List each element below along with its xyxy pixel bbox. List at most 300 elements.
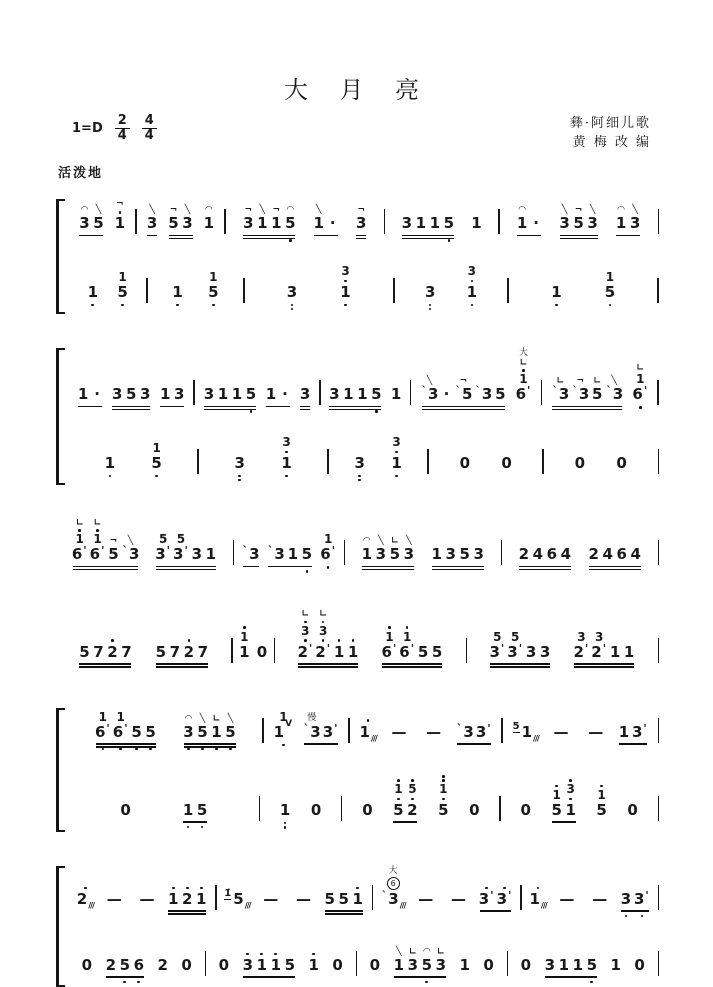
- octave-dot: [238, 479, 241, 482]
- note-main-row: [183, 724, 193, 741]
- beam-group: [516, 348, 532, 417]
- note: [529, 885, 546, 908]
- note-digit: 6: [71, 545, 83, 564]
- note: [583, 724, 608, 741]
- note-digit: 7: [169, 642, 181, 661]
- measure: [503, 720, 658, 754]
- slide-hook-after: ': [518, 641, 523, 655]
- chord-upper-note: [519, 359, 527, 387]
- octave-dot: [84, 887, 87, 890]
- ornament-mark: ∟: [319, 609, 327, 620]
- octave-dot: [155, 475, 158, 478]
- note-digit: 6: [112, 722, 124, 741]
- note: [172, 284, 184, 301]
- note-main-row: [519, 546, 529, 563]
- note-digit: 1: [168, 889, 179, 908]
- slide-hook-after: ': [334, 721, 338, 735]
- barline: [658, 796, 660, 821]
- note-main-row: [314, 215, 324, 232]
- stave: [69, 436, 659, 485]
- note-main-row: [107, 644, 117, 661]
- note-digit: 2: [518, 545, 530, 564]
- note-digit: 6: [89, 545, 101, 564]
- measure: [508, 957, 658, 987]
- note-main-row: [390, 546, 400, 563]
- note-main-row: [257, 215, 267, 232]
- note-digit: 0: [218, 955, 230, 974]
- beam-group: [459, 957, 471, 987]
- note-digit: 3: [559, 214, 570, 232]
- chord-upper-digit: 1: [394, 782, 403, 797]
- chord-upper-digit: 1: [385, 629, 394, 644]
- chord-upper-digit: 5: [176, 532, 186, 547]
- note-main-row: [320, 546, 336, 563]
- note: [102, 891, 127, 908]
- note-digit: 5: [459, 545, 470, 564]
- note-digit: 0: [181, 955, 192, 974]
- note-main-row: [545, 957, 555, 974]
- ornament-mark: ╲: [561, 205, 568, 215]
- note-digit: 1: [239, 642, 250, 661]
- ornament-mark: ╲: [396, 946, 402, 957]
- note-main-row: [145, 724, 155, 741]
- beam-group: [135, 891, 160, 921]
- note: [437, 774, 449, 819]
- slide-hook-after: ': [643, 721, 647, 735]
- note-main-row: [355, 455, 365, 472]
- note: [139, 386, 151, 403]
- note-digit: 1: [471, 214, 482, 232]
- note-main-row: [79, 644, 89, 661]
- note: [406, 778, 418, 819]
- beam-group: [157, 957, 169, 987]
- measure: [69, 711, 262, 754]
- octave-dot: [246, 953, 249, 956]
- note-main-row: [243, 215, 253, 232]
- note-main-row: [105, 455, 115, 472]
- note-main-row: [426, 724, 441, 741]
- beam-group: [632, 364, 648, 416]
- beam-group: [297, 610, 359, 673]
- note-digit: 5: [131, 722, 142, 741]
- barline: [658, 540, 660, 565]
- note-digit: 3: [375, 545, 387, 564]
- measure: [385, 215, 498, 245]
- note: [417, 644, 429, 661]
- beam-group: [218, 957, 230, 987]
- note-main-row: [168, 215, 178, 232]
- stave: [69, 941, 659, 987]
- time-signature-2-numerator: 4: [142, 114, 157, 129]
- note-main-row: [602, 546, 612, 563]
- note: [633, 888, 650, 908]
- note: [81, 957, 93, 974]
- octave-dot: [471, 280, 474, 283]
- beam-group: [471, 215, 483, 245]
- measure: [69, 200, 135, 245]
- note-main-row: [285, 215, 295, 232]
- note: [168, 206, 180, 232]
- note-main-row: [147, 215, 157, 232]
- note: [77, 885, 94, 908]
- measure: [245, 265, 394, 314]
- ornament-mark: ╲: [426, 376, 433, 387]
- note: [256, 644, 268, 661]
- note-main-row: [616, 546, 626, 563]
- note-main-row: [287, 284, 297, 301]
- measure: [509, 271, 658, 314]
- note-digit: 3: [155, 545, 166, 564]
- barline: [657, 278, 659, 303]
- note-digit: 3: [329, 385, 340, 404]
- note-main-row: [343, 386, 353, 403]
- note: [338, 891, 350, 908]
- ornament-mark: ╲: [95, 205, 102, 215]
- octave-dot: [625, 915, 628, 918]
- note-digit: 5: [371, 385, 382, 404]
- note: [231, 386, 243, 403]
- measure: [542, 364, 657, 416]
- note-main-row: [297, 641, 313, 661]
- chord-upper-note: [282, 436, 290, 455]
- note: [468, 802, 480, 819]
- ornament-mark: ∟: [556, 376, 565, 387]
- chord-upper-digit: 5: [408, 782, 417, 797]
- note: [195, 885, 207, 908]
- note: [104, 455, 116, 472]
- note-digit: 3: [544, 955, 555, 974]
- octave-dots-below: [95, 748, 111, 751]
- measure: [342, 774, 499, 832]
- octave-dots-below: [550, 304, 562, 307]
- measure: [69, 957, 205, 987]
- note-digit: 3: [286, 282, 298, 301]
- octave-dot: [109, 475, 112, 478]
- octave-dot: [291, 304, 294, 307]
- note-main-row: [381, 641, 397, 661]
- note-main-row: [112, 386, 122, 403]
- note-main-row: [107, 891, 122, 908]
- note-digit: 7: [93, 642, 104, 661]
- slide-hook-after: ': [645, 888, 649, 902]
- note-digit: 0: [332, 955, 343, 974]
- ornament-mark: ╲: [589, 205, 596, 215]
- note-main-row: [302, 546, 312, 563]
- note-digit: 1: [340, 282, 351, 301]
- octave-dot: [555, 785, 558, 788]
- note-digit: 3: [388, 889, 399, 908]
- note-main-row: [587, 215, 597, 232]
- chord-upper-digit: 3: [282, 435, 291, 450]
- ornament-mark: ◠: [617, 205, 625, 215]
- note-digit: 3: [182, 214, 193, 232]
- note-main-row: [407, 802, 417, 819]
- beam-group: [328, 386, 382, 416]
- octave-dot: [406, 626, 409, 629]
- beam-group: [520, 802, 532, 832]
- note: [78, 206, 90, 232]
- note-digit: 1: [211, 722, 222, 741]
- slide-hook-after: ': [166, 544, 171, 558]
- measure: [345, 537, 500, 576]
- note: [471, 215, 483, 232]
- note: [429, 215, 441, 232]
- octave-dot: [356, 887, 359, 890]
- note: [627, 802, 639, 819]
- slide-hook-before: `: [267, 544, 274, 558]
- measure: [69, 271, 146, 314]
- chord-upper-note: [341, 265, 349, 284]
- note-digit: 5: [592, 385, 603, 404]
- chord-upper-digit: 1: [209, 269, 218, 284]
- note-main-row: [170, 644, 180, 661]
- note: [169, 644, 181, 661]
- note-digit: 1: [205, 545, 217, 564]
- stave: [69, 348, 659, 417]
- note: [407, 948, 419, 974]
- note: [375, 537, 387, 563]
- ornament-mark: ¬: [244, 205, 253, 215]
- beam-group: [413, 891, 438, 921]
- octave-dot: [243, 626, 246, 629]
- note: [256, 951, 268, 974]
- beam-group: [466, 265, 478, 314]
- note: [550, 284, 562, 301]
- slide-hook-before: `: [242, 544, 249, 558]
- beam-group: [203, 386, 257, 416]
- octave-dots-below: [443, 239, 455, 242]
- note: [446, 891, 471, 908]
- octave-dots-below: [113, 748, 129, 751]
- octave-dots-below: [172, 304, 184, 307]
- note: [421, 377, 439, 403]
- note-main-row: [402, 215, 412, 232]
- beam-group: [489, 631, 551, 674]
- note: [72, 519, 88, 564]
- octave-dot: [285, 451, 288, 454]
- technique-annotation: [519, 348, 528, 358]
- beam-group: [620, 888, 650, 921]
- beam-group: [258, 891, 283, 921]
- note-digit: 0: [369, 955, 381, 974]
- note-digit: 1: [529, 889, 540, 908]
- octave-dot: [149, 748, 152, 751]
- note-main-row: [394, 957, 404, 974]
- note-digit: 1: [623, 642, 635, 661]
- note-digit: 0: [459, 453, 471, 472]
- measure: [544, 455, 658, 485]
- note: [604, 271, 616, 301]
- note-digit: 6: [515, 385, 527, 404]
- note: [324, 891, 336, 908]
- beam-group: [459, 455, 471, 485]
- note: [310, 802, 322, 819]
- note: [197, 644, 209, 661]
- note-main-row: [501, 455, 511, 472]
- ornament-mark: ╲: [316, 205, 322, 215]
- chord-upper-digit: 3: [392, 435, 401, 450]
- system-bracket: [56, 866, 65, 987]
- note: [238, 625, 250, 661]
- note: [159, 386, 171, 403]
- note-main-row: [559, 215, 569, 232]
- note: [413, 891, 438, 908]
- note-main-row: [174, 386, 184, 403]
- note-digit: 6: [320, 545, 331, 564]
- octave-dots-below: [104, 475, 116, 478]
- beam-group: [369, 957, 381, 987]
- chord-upper-digit: 1: [403, 629, 412, 644]
- note-digit: 1: [352, 889, 363, 908]
- octave-dots-below: [634, 915, 650, 918]
- note-main-row: [315, 641, 331, 661]
- note: [421, 948, 433, 974]
- note: [92, 206, 104, 232]
- chord-upper-digit: 1: [439, 782, 448, 797]
- note: [573, 631, 589, 661]
- note: [391, 436, 403, 472]
- note: [602, 546, 614, 563]
- note: [281, 436, 293, 472]
- beam-group: [114, 200, 126, 245]
- note-main-row: [571, 386, 589, 403]
- note-main-row: [192, 546, 202, 563]
- barline: [657, 380, 659, 405]
- note-main-row: [610, 957, 620, 974]
- note: [620, 891, 632, 908]
- octave-dot: [187, 748, 190, 751]
- chord-upper-note: [76, 519, 84, 547]
- octave-dot: [425, 981, 428, 984]
- beam-group: [159, 386, 185, 416]
- beam-group: [77, 386, 103, 416]
- ornament-mark: ¬: [576, 376, 585, 387]
- tremolo-mark: ///: [399, 900, 406, 910]
- time-signature-1-numerator: 2: [115, 114, 130, 129]
- beam-group: [554, 891, 579, 921]
- note: [279, 386, 291, 403]
- beam-group: [559, 206, 599, 245]
- note-digit: 5: [389, 545, 401, 564]
- note-main-row: [266, 386, 276, 403]
- slide-hook-before: `: [572, 384, 578, 398]
- note-main-row: [471, 215, 481, 232]
- octave-dot: [395, 451, 398, 454]
- note: [327, 215, 339, 232]
- note: [90, 519, 106, 564]
- note-digit: 0: [362, 800, 373, 819]
- note-digit: 3: [475, 722, 487, 741]
- beam-group: [361, 802, 373, 832]
- slide-hook-after: ': [487, 721, 491, 735]
- beam-group: [424, 284, 436, 314]
- note-main-row: [573, 957, 583, 974]
- music-system: [56, 519, 659, 577]
- slide-hook-after: ': [184, 544, 188, 558]
- note: [224, 887, 251, 910]
- note-digit: —: [263, 889, 279, 908]
- note-main-row: [520, 802, 530, 819]
- note: [573, 206, 585, 232]
- slide-hook-after: ': [326, 641, 331, 655]
- annotation-char: 慢: [307, 712, 317, 723]
- note-main-row: [197, 802, 207, 819]
- beam-group: [361, 537, 415, 576]
- chord-upper-note: [552, 783, 560, 802]
- note: [279, 802, 291, 819]
- note-digit: —: [391, 722, 407, 741]
- note: [479, 885, 495, 908]
- note-main-row: [391, 386, 401, 403]
- octave-dot: [352, 639, 355, 642]
- note: [610, 957, 622, 974]
- beam-group: [274, 711, 293, 754]
- note: [315, 610, 331, 660]
- slide-hook-after: ': [308, 641, 313, 655]
- beam-group: [610, 957, 622, 987]
- beam-group: [360, 718, 377, 754]
- note-digit: 5: [495, 385, 506, 404]
- note-digit: 0: [574, 453, 586, 472]
- time-signature-1: [115, 114, 130, 143]
- octave-dot: [285, 475, 288, 478]
- measure: [195, 386, 319, 416]
- technique-annotation: [387, 866, 400, 890]
- music-system: [56, 708, 659, 832]
- chord-upper-note: [566, 778, 574, 797]
- note-digit: 2: [573, 642, 584, 661]
- note-main-row: [551, 386, 569, 403]
- note-digit: 1: [459, 955, 470, 974]
- octave-dots-below: [586, 981, 598, 984]
- note: [616, 455, 628, 472]
- beam-group: [265, 386, 291, 416]
- beam-group: [483, 957, 495, 987]
- octave-dot: [375, 410, 378, 413]
- note: [454, 377, 472, 403]
- note: [530, 215, 542, 232]
- note-digit: 1: [516, 214, 528, 232]
- note-digit: 1: [618, 722, 630, 741]
- barline: [658, 209, 660, 234]
- note: [631, 721, 648, 741]
- chord-upper-digit: 1: [98, 709, 108, 724]
- note-digit: 1: [347, 642, 359, 661]
- chord-upper-note: [408, 778, 416, 797]
- note-digit: 1: [359, 722, 370, 741]
- beam-group: [634, 957, 646, 987]
- beam-group: [146, 206, 158, 245]
- note-main-row: [421, 386, 439, 403]
- octave-dot: [429, 304, 432, 307]
- note-digit: 3: [243, 214, 254, 232]
- octave-dot: [200, 887, 203, 890]
- slide-hook-after: ': [83, 544, 87, 558]
- note: [265, 386, 277, 403]
- beam-group: [87, 284, 99, 314]
- octave-dots-below: [207, 304, 219, 307]
- note-main-row: [72, 546, 88, 563]
- note: [119, 957, 131, 974]
- note-main-row: [282, 386, 288, 403]
- octave-dot: [503, 887, 506, 890]
- note-main-row: [160, 386, 170, 403]
- note: [386, 724, 411, 741]
- beam-group: [627, 802, 639, 832]
- note-main-row: [376, 546, 386, 563]
- note-main-row: [416, 215, 426, 232]
- note: [565, 778, 577, 819]
